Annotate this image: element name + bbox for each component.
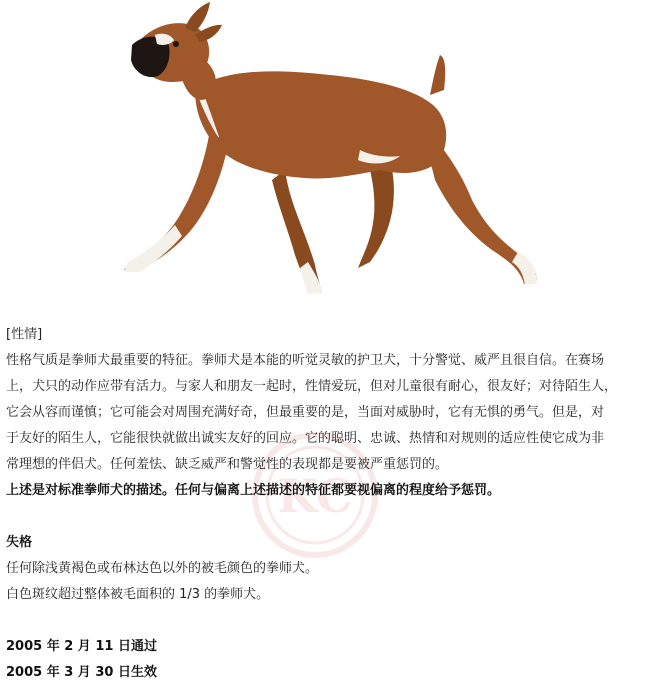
temperament-line-2: 上，犬只的动作应带有活力。与家人和朋友一起时，性情爱玩，但对儿童很有耐心，很友好；对待陌生人， bbox=[6, 379, 618, 394]
temperament-line-1: 性格气质是拳师犬最重要的特征。拳师犬是本能的听觉灵敏的护卫犬，十分警觉、威严且很自信。在赛场 bbox=[6, 353, 605, 368]
fault-item: 白色斑纹超过整体被毛面积的 1/3 的拳师犬。 bbox=[6, 587, 270, 602]
fault-item: 任何除浅黄褐色或布林达色以外的被毛颜色的拳师犬。 bbox=[6, 561, 319, 576]
spacer bbox=[6, 608, 656, 634]
watermark-text: KC bbox=[277, 469, 353, 523]
boxer-dog-photo bbox=[100, 0, 570, 305]
temperament-summary: 上述是对标准拳师犬的描述。任何与偏离上述描述的特征都要视偏离的程度给予惩罚。 bbox=[6, 483, 501, 498]
spacer bbox=[6, 504, 656, 530]
breed-standard-text bbox=[6, 322, 656, 686]
faults-heading: 失格 bbox=[6, 535, 33, 550]
temperament-line-5: 常理想的伴侣犬。任何羞怯、缺乏威严和警觉性的表现都是要被严重惩罚的。 bbox=[6, 457, 449, 472]
temperament-line-4: 于友好的陌生人，它能很快就做出诚实友好的回应。它的聪明、忠诚、热情和对规则的适应性使它成为非 bbox=[6, 431, 605, 446]
approved-date: 2005 年 2 月 11 日通过 bbox=[6, 639, 157, 654]
temperament-line-3: 它会从容而谨慎；它可能会对周围充满好奇，但最重要的是，当面对威胁时，它有无惧的勇气。但是，对 bbox=[6, 405, 605, 420]
effective-date: 2005 年 3 月 30 日生效 bbox=[6, 665, 157, 680]
temperament-heading: [性情] bbox=[6, 327, 43, 342]
